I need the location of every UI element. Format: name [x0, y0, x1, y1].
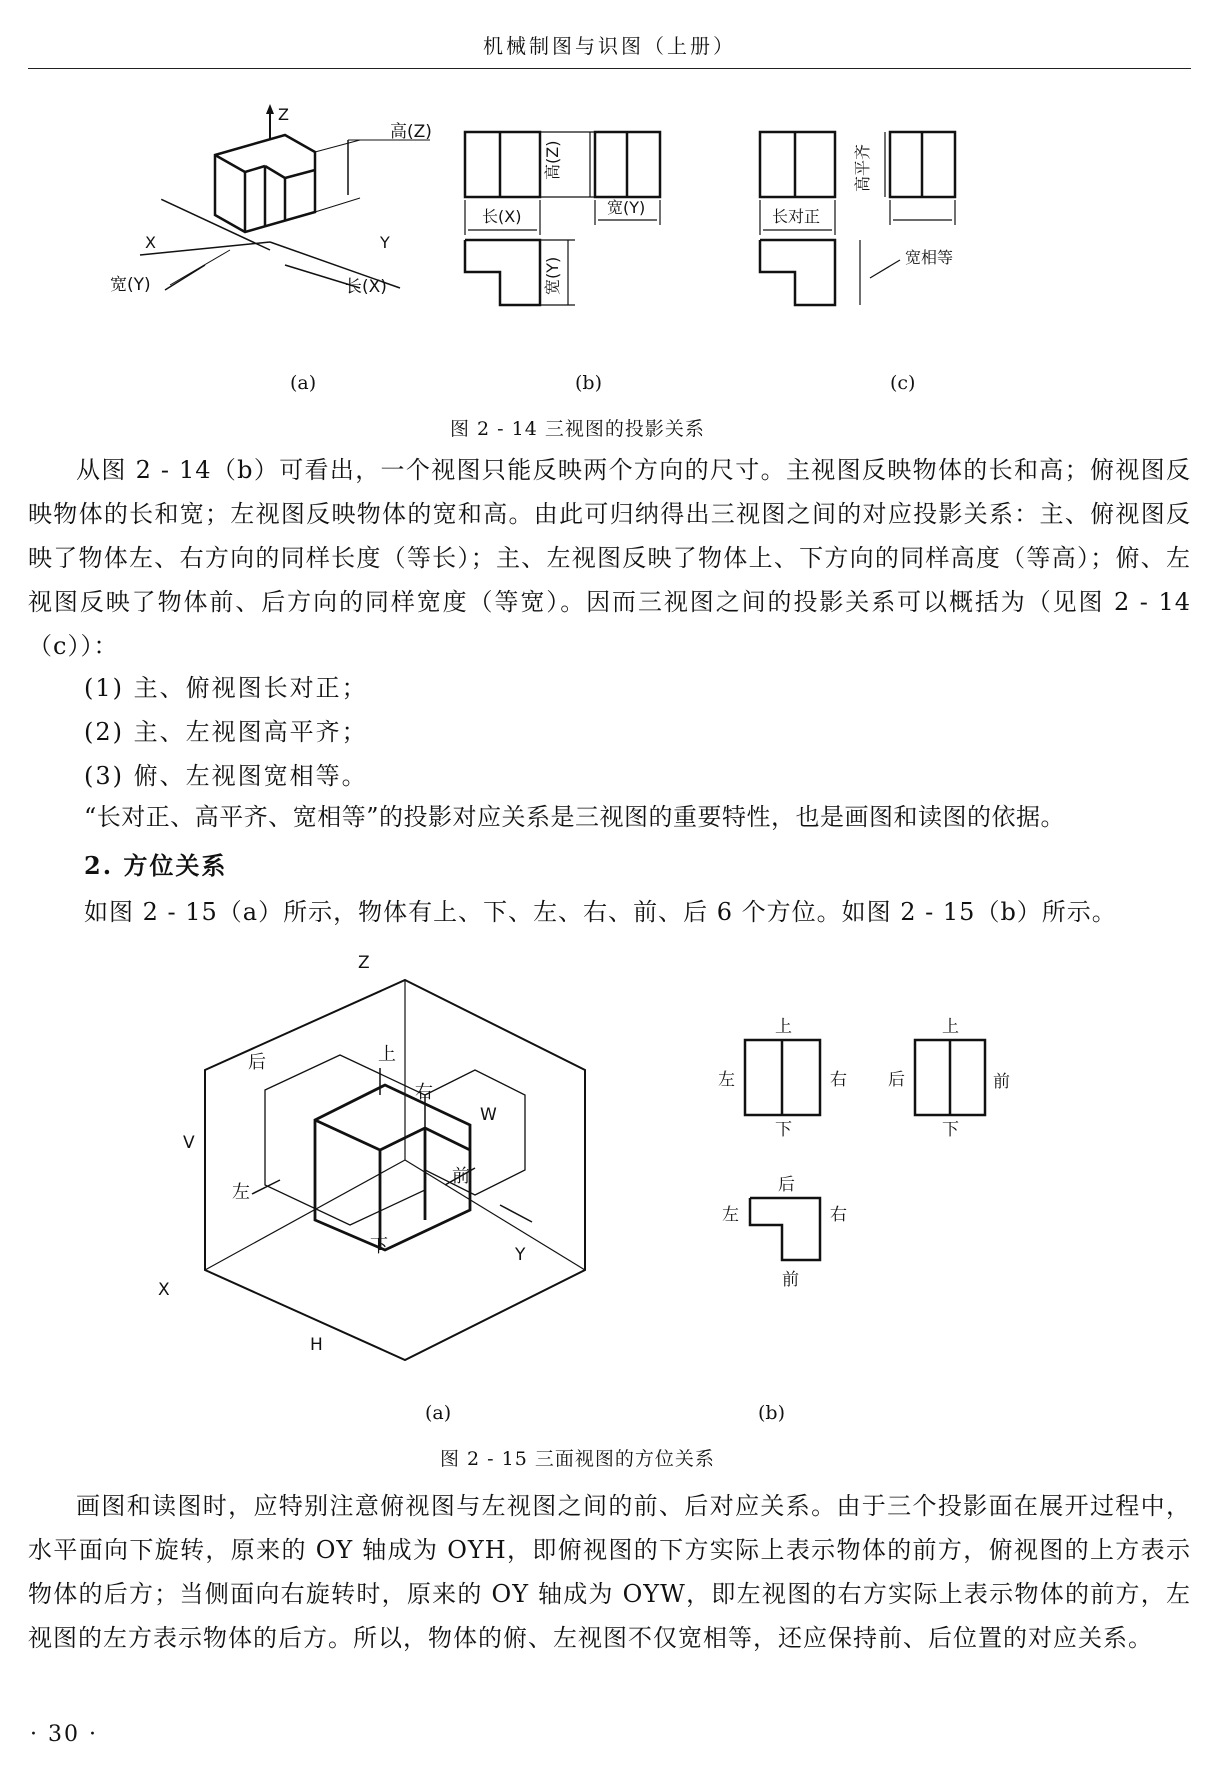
- fig-2-15b-views: [745, 1040, 985, 1260]
- fig-2-15a-sublabel: (a): [425, 1402, 452, 1424]
- fig-2-15b-side-bottom: 下: [942, 1120, 959, 1140]
- fig-2-15b-side-left: 后: [888, 1070, 905, 1090]
- list-item: (3) 俯、左视图宽相等。: [84, 762, 368, 790]
- body-paragraph-3: 如图 2 - 15（a）所示，物体有上、下、左、右、前、后 6 个方位。如图 2 - 15（b）所示。: [84, 898, 1117, 926]
- fig-2-14a-z-label: Z: [278, 105, 289, 124]
- fig-2-15a-right-label: 右: [415, 1082, 433, 1103]
- fig-2-15a-left-label: 左: [232, 1182, 250, 1203]
- fig-2-15a-v-label: V: [183, 1133, 195, 1153]
- fig-2-14-caption: 图 2 - 14 三视图的投影关系: [450, 418, 705, 440]
- fig-2-15a-z-label: Z: [358, 953, 370, 973]
- fig-2-15b-front-top: 上: [775, 1017, 792, 1037]
- header-title: 机械制图与识图（上册）: [483, 34, 736, 58]
- fig-2-15a-h-label: H: [310, 1335, 323, 1355]
- fig-2-14b-sublabel: (b): [575, 372, 602, 394]
- fig-2-15a-front-label: 前: [452, 1166, 470, 1187]
- list-item: (1) 主、俯视图长对正；: [84, 674, 368, 702]
- fig-2-15b-top-left: 左: [722, 1205, 739, 1225]
- fig-2-15b-top-bottom: 前: [782, 1270, 799, 1290]
- fig-2-14c-height-align-label: 高平齐: [853, 143, 872, 192]
- fig-2-15b-top-top: 后: [778, 1175, 795, 1195]
- fig-2-15b-top-right: 右: [830, 1205, 847, 1225]
- body-paragraph-1: 从图 2 - 14（b）可看出，一个视图只能反映两个方向的尺寸。主视图反映物体的长和高；俯视图反映物体的长和宽；左视图反映物体的宽和高。由此可归纳得出三视图之间的对应投影关系：主、俯视图反映了物体左、右方向的同样长度（等长）；主、左视图反映了物体上、下方向的同样高度（等高）；俯、左视图反映了物体前、后方向的同样宽度（等宽）。因而三视图之间的投影关系可以概括为（见图 2 - 14（c））：: [28, 456, 1191, 660]
- fig-2-14a-length-label: 长(X): [345, 277, 387, 297]
- fig-2-14b-width-bottom-label: 宽(Y): [543, 256, 562, 295]
- fig-2-14a-y-label: Y: [380, 233, 390, 252]
- fig-2-15b-sublabel: (b): [758, 1402, 785, 1424]
- fig-2-15a-down-label: 下: [370, 1236, 388, 1257]
- fig-2-15a-x-label: X: [158, 1280, 170, 1300]
- fig-2-15b-front-bottom: 下: [775, 1120, 792, 1140]
- figure-2-14: [110, 100, 1110, 350]
- fig-2-15a-y-label: Y: [515, 1245, 526, 1265]
- page-number: · 30 ·: [30, 1722, 98, 1747]
- section-heading: 2. 方位关系: [84, 851, 228, 880]
- fig-2-15a-w-label: W: [480, 1105, 497, 1125]
- fig-2-15-caption: 图 2 - 15 三面视图的方位关系: [440, 1448, 715, 1470]
- running-header: [28, 0, 1191, 69]
- figure-2-15-drawing: [158, 950, 1090, 1370]
- fig-2-14c-length-align-label: 长对正: [772, 207, 821, 226]
- fig-2-15a-isometric: [205, 980, 585, 1360]
- fig-2-15a-back-label: 后: [248, 1052, 266, 1073]
- fig-2-14b-width-right-label: 宽(Y): [607, 198, 646, 217]
- figure-2-14-drawing: [110, 100, 1110, 350]
- fig-2-14a-x-label: X: [145, 233, 156, 252]
- fig-2-14a-width-label: 宽(Y): [110, 275, 151, 295]
- fig-2-15b-side-right: 前: [993, 1072, 1010, 1092]
- fig-2-14b-height-label: 高(Z): [543, 140, 562, 180]
- fig-2-15b-front-left: 左: [718, 1070, 735, 1090]
- fig-2-15a-up-label: 上: [378, 1044, 396, 1065]
- fig-2-14a-sublabel: (a): [290, 372, 317, 394]
- figure-2-15: [158, 950, 1090, 1370]
- fig-2-14c-sublabel: (c): [890, 372, 916, 394]
- fig-2-14a-isometric: [140, 104, 430, 290]
- fig-2-14c-width-equal-label: 宽相等: [905, 248, 954, 267]
- list-item: (2) 主、左视图高平齐；: [84, 718, 368, 746]
- fig-2-14a-height-label: 高(Z): [390, 122, 432, 142]
- body-paragraph-4: 画图和读图时，应特别注意俯视图与左视图之间的前、后对应关系。由于三个投影面在展开过程中，水平面向下旋转，原来的 OY 轴成为 OYH，即俯视图的下方实际上表示物体的前方，俯视图的上方表示物体的后方；当侧面向右旋转时，原来的 OY 轴成为 OYW，即左视图的右方实际上表示物体的前方，左视图的左方表示物体的后方。所以，物体的俯、左视图不仅宽相等，还应保持前、后位置的对应关系。: [28, 1492, 1191, 1652]
- fig-2-15b-front-right: 右: [830, 1070, 847, 1090]
- body-paragraph-2: “长对正、高平齐、宽相等”的投影对应关系是三视图的重要特性，也是画图和读图的依据。: [84, 803, 1066, 831]
- fig-2-14b-length-label: 长(X): [482, 207, 522, 226]
- fig-2-15b-side-top: 上: [942, 1017, 959, 1037]
